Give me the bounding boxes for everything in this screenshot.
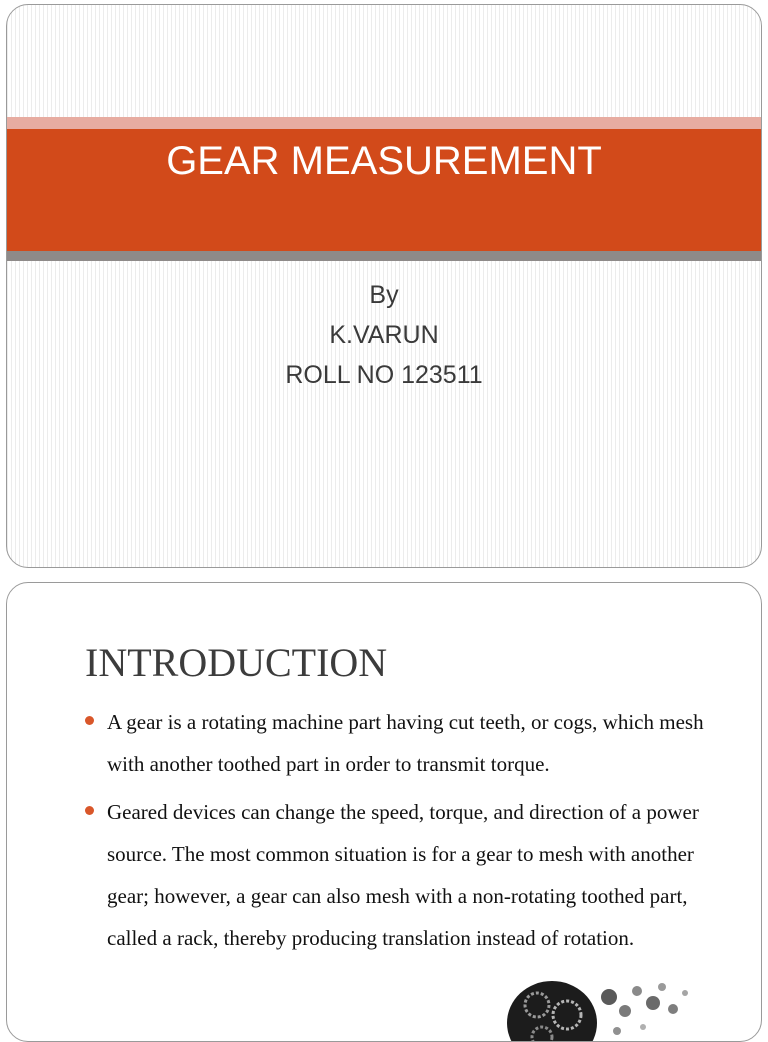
intro-heading: INTRODUCTION bbox=[85, 640, 388, 685]
slide-title bbox=[6, 4, 762, 568]
gears-illustration-icon bbox=[497, 975, 707, 1042]
slide-introduction bbox=[6, 582, 762, 1042]
bullet-list bbox=[85, 701, 735, 965]
subtitle-by: By bbox=[369, 281, 399, 309]
bullet-text: Geared devices can change the speed, torque, and direction of a power source. The most common situation is for a gear to mesh with another gear; however, a gear can also mesh with a non-rotating toothed part, called a rack, thereby producing translation instead of rotation. bbox=[107, 800, 699, 950]
slide-title-text: GEAR MEASUREMENT bbox=[166, 139, 602, 183]
bullet-item bbox=[85, 791, 735, 959]
title-band-bottom bbox=[7, 251, 761, 261]
subtitle-roll-no: ROLL NO 123511 bbox=[285, 361, 483, 389]
bullet-item bbox=[85, 701, 735, 785]
bullet-text: A gear is a rotating machine part having cut teeth, or cogs, which mesh with another toothed part in order to transmit torque. bbox=[107, 710, 704, 776]
bullet-dot-icon bbox=[85, 716, 94, 725]
title-band-top bbox=[7, 117, 761, 129]
bullet-dot-icon bbox=[85, 806, 94, 815]
subtitle-author: K.VARUN bbox=[329, 321, 439, 349]
slide-subtitle bbox=[7, 275, 761, 395]
